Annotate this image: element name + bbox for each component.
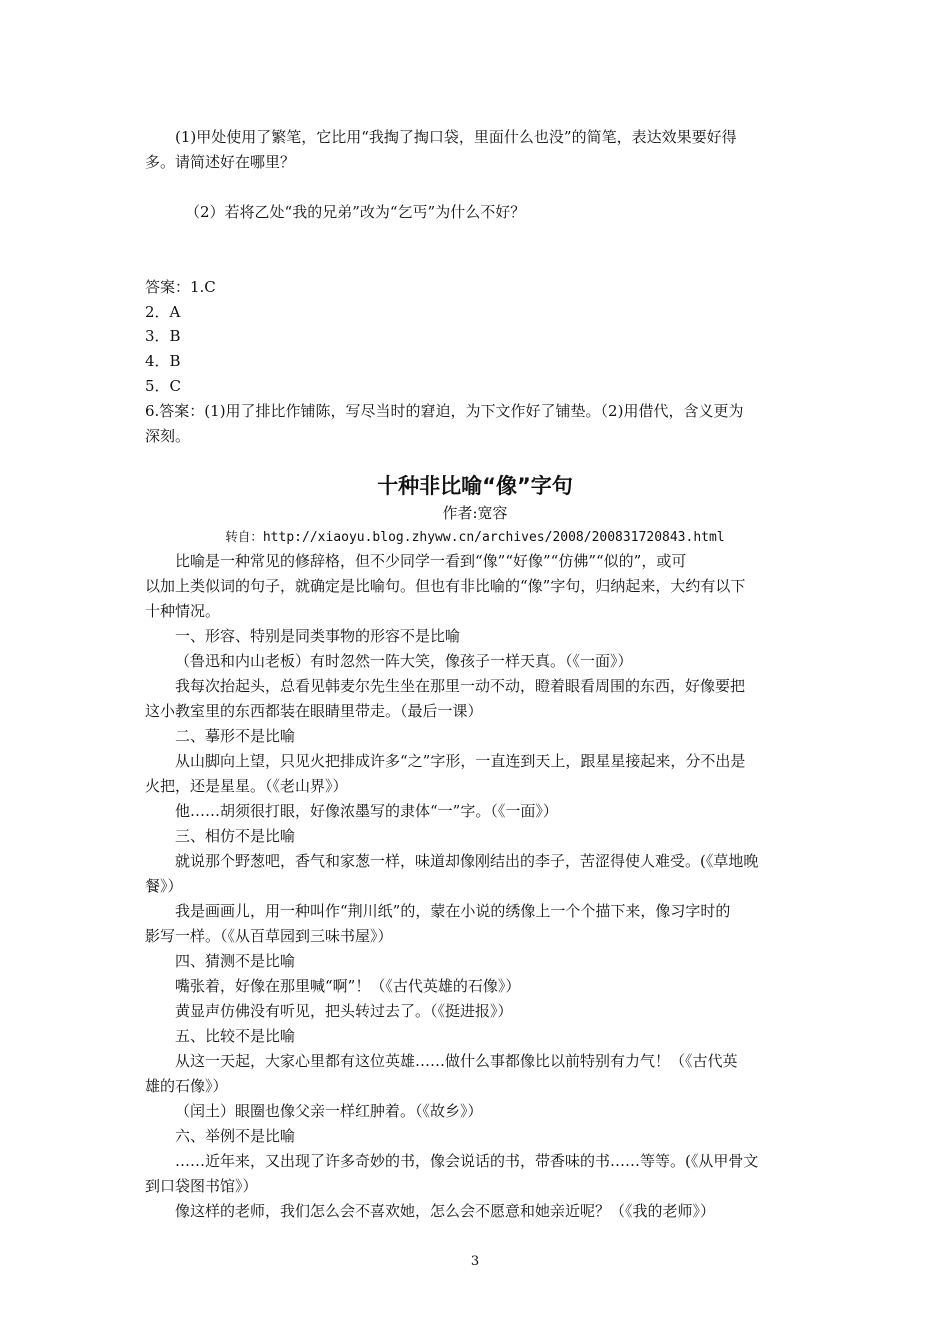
answer-5: 5．C [145, 377, 182, 395]
example-text-cont: 雄的石像》） [145, 1077, 228, 1095]
answer-1: 答案：1.C [145, 278, 216, 296]
example-text: ……近年来，又出现了许多奇妙的书，像会说话的书，带香味的书……等等。(《从甲骨文 [175, 1152, 759, 1170]
section-heading-2: 二、摹形不是比喻 [175, 727, 296, 745]
answer-3: 3．B [145, 327, 181, 345]
example-text-cont: 火把，还是星星。（《老山界》） [145, 777, 348, 795]
intro-paragraph-cont: 十种情况。 [145, 602, 221, 620]
example-text: 黄显声仿佛没有听见，把头转过去了。（《挺进报》） [175, 1002, 513, 1020]
article-title: 十种非比喻“像”字句 [377, 474, 573, 498]
example-text: 就说那个野葱吧，香气和家葱一样，味道却像刚结出的李子，苦涩得使人难受。(《草地晚 [175, 852, 759, 870]
example-text-cont: 这小教室里的东西都装在眼睛里带走。（最后一课） [145, 702, 483, 720]
answer-6-cont: 深刻。 [145, 427, 191, 445]
article-author: 作者:宽容 [442, 504, 508, 522]
intro-paragraph: 比喻是一种常见的修辞格，但不少同学一看到“像”“好像”“仿佛”“似的”，或可 [175, 552, 687, 570]
example-text: 我是画画儿，用一种叫作“荆川纸”的，蒙在小说的绣像上一个个描下来，像习字时的 [175, 902, 731, 920]
section-heading-1: 一、形容、特别是同类事物的形容不是比喻 [175, 627, 461, 645]
source-url: http://xiaoyu.blog.zhyww.cn/archives/2008/200831720843.html [262, 530, 725, 545]
answer-4: 4．B [145, 352, 181, 370]
section-heading-5: 五、比较不是比喻 [175, 1027, 296, 1045]
example-text: （闰土）眼圈也像父亲一样红肿着。（《故乡》） [175, 1102, 483, 1120]
intro-paragraph-cont: 以加上类似词的句子，就确定是比喻句。但也有非比喻的“像”字句，归纳起来，大约有以下 [145, 577, 746, 595]
example-text: 从这一天起，大家心里都有这位英雄……做什么事都像比以前特别有力气！（《古代英 [175, 1052, 738, 1070]
example-text: （鲁迅和内山老板）有时忽然一阵大笑，像孩子一样天真。（《一面》） [175, 652, 633, 670]
section-heading-3: 三、相仿不是比喻 [175, 827, 296, 845]
question-1-text: (1)甲处使用了繁笔，它比用“我掏了掏口袋，里面什么也没”的简笔，表达效果要好得 [175, 128, 737, 146]
example-text-cont: 餐》） [145, 877, 183, 895]
example-text-cont: 影写一样。（《从百草园到三味书屋》） [145, 927, 393, 945]
article-source [0, 525, 950, 550]
answer-6: 6.答案：(1)用了排比作铺陈，写尽当时的窘迫，为下文作好了铺垫。（2)用借代，含义更为 [145, 402, 744, 420]
source-label: 转自： [225, 529, 263, 544]
section-heading-4: 四、猜测不是比喻 [175, 952, 296, 970]
example-text: 像这样的老师，我们怎么会不喜欢她，怎么会不愿意和她亲近呢？（《我的老师》） [175, 1202, 716, 1220]
question-2-text: （2）若将乙处“我的兄弟”改为“乞丐”为什么不好？ [185, 203, 526, 221]
example-text: 他……胡须很打眼，好像浓墨写的隶体“一”字。（《一面》） [175, 802, 558, 820]
example-text: 我每次抬起头，总看见韩麦尔先生坐在那里一动不动，瞪着眼看周围的东西，好像要把 [175, 677, 746, 695]
example-text: 从山脚向上望，只见火把排成许多“之”字形，一直连到天上，跟星星接起来，分不出是 [175, 752, 746, 770]
question-1-text-cont: 多。请简述好在哪里？ [145, 153, 296, 171]
answer-2: 2．A [145, 303, 181, 321]
example-text: 嘴张着，好像在那里喊“啊”！（《古代英雄的石像》） [175, 977, 521, 995]
page-number: 3 [470, 1254, 480, 1269]
section-heading-6: 六、举例不是比喻 [175, 1127, 296, 1145]
example-text-cont: 到口袋图书馆》） [145, 1177, 258, 1195]
